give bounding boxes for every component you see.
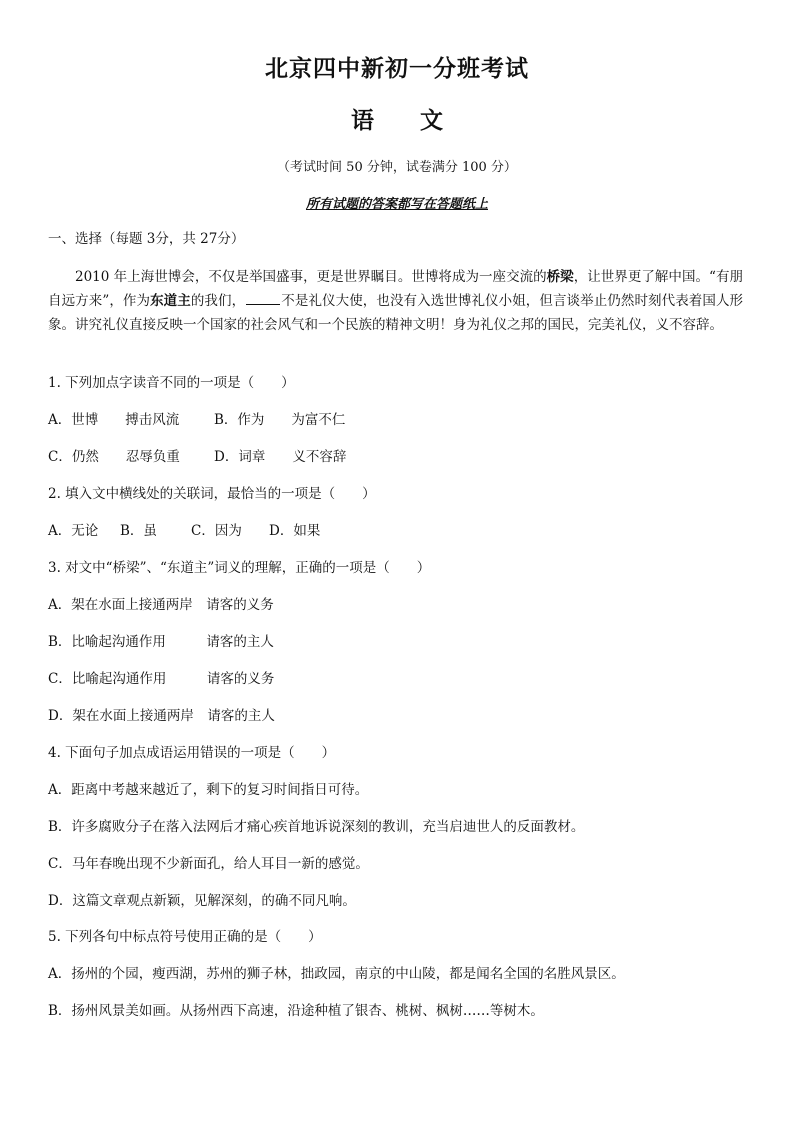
- question-2-options: [48, 521, 320, 541]
- question-4-option-a: A．距离中考越来越近了，剩下的复习时间指日可待。: [48, 782, 369, 798]
- passage-text-1: 2010 年上海世博会，不仅是举国盛事，更是世界瞩目。世博将成为一座交流的: [75, 269, 547, 285]
- section-heading: 一、选择（每题 3分，共 27分）: [48, 231, 245, 247]
- question-4-option-d: D．这篇文章观点新颖，见解深刻，的确不同凡响。: [48, 893, 356, 909]
- question-1-option-a: A．世博 搏击风流: [48, 412, 180, 428]
- question-5-stem: 5. 下列各句中标点符号使用正确的是（ ）: [48, 929, 322, 945]
- question-2-option-b: B．虽: [120, 523, 157, 539]
- question-1-stem: 1. 下列加点字读音不同的一项是（ ）: [48, 375, 295, 391]
- exam-info: （考试时间 50 分钟，试卷满分 100 分）: [277, 160, 517, 175]
- passage-text-3: 的我们，: [190, 293, 246, 309]
- question-1-option-d: D．词章 义不容辞: [214, 449, 347, 465]
- question-1-option-c: C．仍然 忍辱负重: [48, 449, 180, 465]
- question-3-option-b: B．比喻起沟通作用 请客的主人: [48, 634, 274, 650]
- question-1-option-b: B．作为 为富不仁: [214, 412, 346, 428]
- question-4-option-b: B．许多腐败分子在落入法网后才痛心疾首地诉说深刻的教训，充当启迪世人的反面教材。: [48, 819, 585, 835]
- question-4-stem: 4. 下面句子加点成语运用错误的一项是（ ）: [48, 745, 336, 761]
- answer-notice: 所有试题的答案都写在答题纸上: [305, 197, 488, 212]
- question-3-option-c: C．比喻起沟通作用 请客的义务: [48, 671, 275, 687]
- passage-keyword-bridge: 桥梁: [546, 269, 574, 285]
- question-3-option-d: D．架在水面上接通两岸 请客的主人: [48, 708, 275, 724]
- question-1-options-row-1: [48, 410, 345, 430]
- question-5-option-a: A．扬州的个园，瘦西湖，苏州的狮子林，拙政园，南京的中山陵，都是闻名全国的名胜风景区。: [48, 966, 625, 982]
- question-5-option-b: B．扬州风景美如画。从扬州西下高速，沿途种植了银杏、桃树、枫树……等树木。: [48, 1003, 544, 1019]
- question-4-option-c: C．马年春晚出现不少新面孔，给人耳目一新的感觉。: [48, 856, 369, 872]
- exam-title: 北京四中新初一分班考试: [265, 56, 529, 82]
- fill-in-blank: [246, 290, 280, 305]
- question-3-stem: 3. 对文中“桥梁”、“东道主”词义的理解，正确的一项是（ ）: [48, 560, 431, 576]
- question-2-stem: 2. 填入文中横线处的关联词，最恰当的一项是（ ）: [48, 486, 376, 502]
- passage-text-4: 不是礼仪大使，也没有入选世博礼仪小姐，但言谈举止仍然时刻代表着国人形象。讲究礼仪直接反映一个国家的社会风气和一个民族的精神文明！身为礼仪之邦的国民，完美礼仪，义不容辞。: [48, 293, 744, 333]
- subject-title: 语文: [351, 108, 489, 134]
- question-3-option-a: A．架在水面上接通两岸 请客的义务: [48, 597, 274, 613]
- question-2-option-d: D．如果: [269, 523, 321, 539]
- question-2-option-a: A．无论: [48, 523, 99, 539]
- question-1-options-row-2: [48, 447, 346, 467]
- question-2-option-c: C．因为: [191, 523, 242, 539]
- reading-passage: [48, 265, 743, 337]
- passage-keyword-host: 东道主: [150, 293, 191, 309]
- passage-text-2: ，让世界更了解中国。“有朋自远方来”，作为: [48, 269, 743, 309]
